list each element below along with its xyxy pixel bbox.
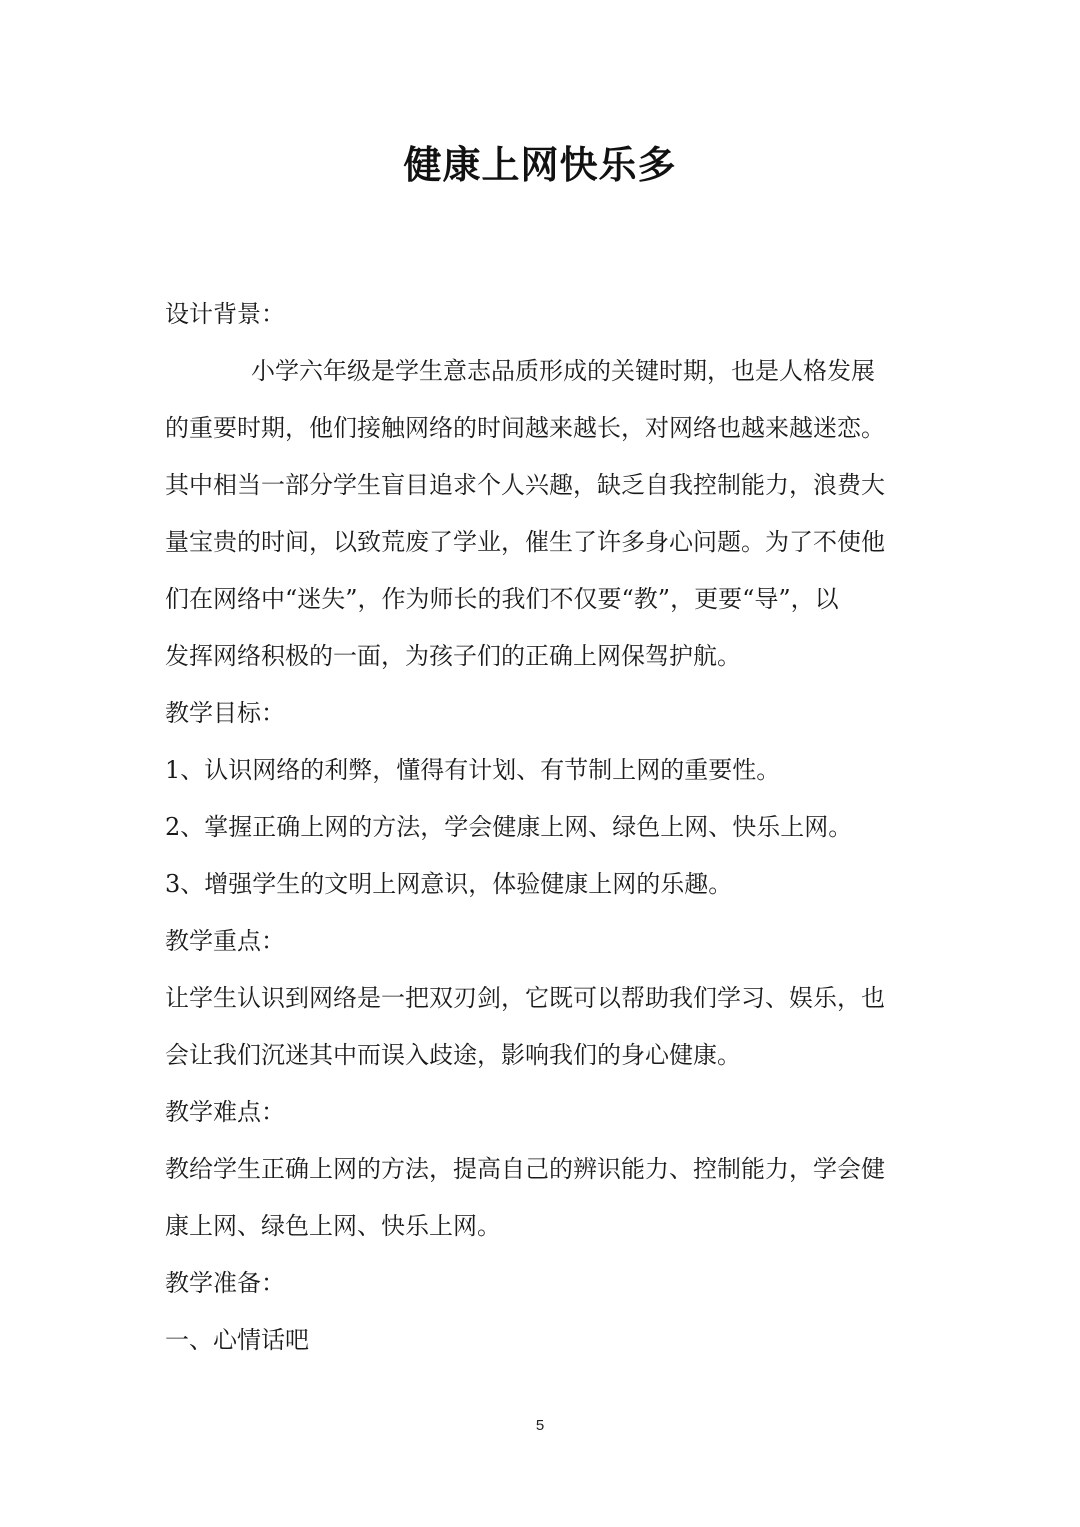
document-title: 健康上网快乐多 bbox=[403, 143, 677, 187]
key-points-heading: 教学重点： bbox=[165, 927, 285, 955]
difficulties-line: 康上网、绿色上网、快乐上网。 bbox=[165, 1212, 501, 1240]
goals-heading: 教学目标： bbox=[165, 699, 285, 727]
background-paragraph-line: 们在网络中“迷失”，作为师长的我们不仅要“教”，更要“导”，以 bbox=[165, 585, 839, 613]
background-paragraph-line: 的重要时期，他们接触网络的时间越来越长，对网络也越来越迷恋。 bbox=[165, 414, 885, 442]
key-points-line: 会让我们沉迷其中而误入歧途，影响我们的身心健康。 bbox=[165, 1041, 741, 1069]
difficulties-heading: 教学难点： bbox=[165, 1098, 285, 1126]
goal-item: 3、增强学生的文明上网意识，体验健康上网的乐趣。 bbox=[165, 870, 733, 898]
goal-item: 2、掌握正确上网的方法，学会健康上网、绿色上网、快乐上网。 bbox=[165, 813, 853, 841]
background-paragraph-line: 量宝贵的时间，以致荒废了学业，催生了许多身心问题。为了不使他 bbox=[165, 528, 885, 556]
page-number: 5 bbox=[535, 1417, 545, 1434]
background-heading: 设计背景： bbox=[165, 300, 285, 328]
goal-item: 1、认识网络的利弊，懂得有计划、有节制上网的重要性。 bbox=[165, 756, 781, 784]
background-paragraph-line: 小学六年级是学生意志品质形成的关键时期，也是人格发展 bbox=[251, 357, 875, 385]
part-one-heading: 一、心情话吧 bbox=[165, 1326, 309, 1354]
background-paragraph-line: 其中相当一部分学生盲目追求个人兴趣，缺乏自我控制能力，浪费大 bbox=[165, 471, 885, 499]
difficulties-line: 教给学生正确上网的方法，提高自己的辨识能力、控制能力，学会健 bbox=[165, 1155, 885, 1183]
document-body bbox=[165, 286, 920, 1369]
preparation-heading: 教学准备： bbox=[165, 1269, 285, 1297]
key-points-line: 让学生认识到网络是一把双刃剑，它既可以帮助我们学习、娱乐，也 bbox=[165, 984, 885, 1012]
background-paragraph-line: 发挥网络积极的一面，为孩子们的正确上网保驾护航。 bbox=[165, 642, 741, 670]
